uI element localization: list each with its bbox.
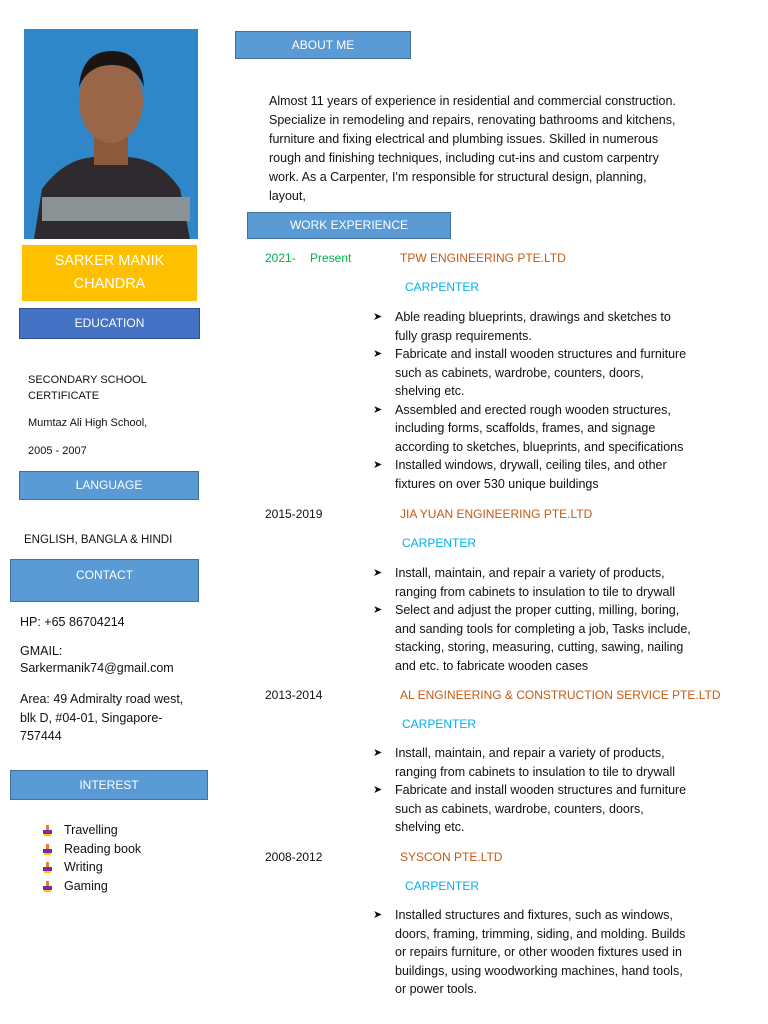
job-bullets [371,906,691,999]
job-date: 2013-2014 [265,688,323,702]
job-bullet: ➤ Fabricate and install wooden structures and furniture such as cabinets, wardrobe, counters, doors, shelving etc. [373,783,687,834]
about-line: Specialize in remodeling and repairs, renovating bathrooms and kitchens, [269,113,676,127]
job-bullet: ➤ Installed windows, drywall, ceiling tiles, and other fixtures on over 530 unique buildings [373,458,667,491]
interest-label: Gaming [64,879,108,894]
job-bullets [371,308,691,493]
education-years: 2005 - 2007 [28,445,87,457]
area-line-2: blk D, #04-01, Singapore- [20,710,163,725]
job-bullet: ➤ Install, maintain, and repair a variety of products, ranging from cabinets to insulation to tile to drywall [373,746,676,779]
area-line-1: Area: 49 Admiralty road west, [20,692,184,706]
hand-pointer-icon [42,844,53,855]
job-role: CARPENTER [405,280,480,294]
degree-line-2: CERTIFICATE [28,390,100,402]
job-company: AL ENGINEERING & CONSTRUCTION SERVICE PTE.LTD [400,688,721,702]
arrow-bullet-icon: ➤ [373,459,383,471]
interest-item [42,840,141,859]
profile-photo-image [24,29,198,239]
job-bullet: ➤ Fabricate and install wooden structures and furniture such as cabinets, wardrobe, counters, doors, shelving etc. [373,347,687,398]
arrow-bullet-icon: ➤ [373,348,383,360]
education-school: Mumtaz Ali High School, [28,417,148,429]
arrow-bullet-icon: ➤ [373,311,383,323]
job-company: JIA YUAN ENGINEERING PTE.LTD [400,507,593,521]
name-line-1: SARKER MANIK [54,253,165,269]
gmail-address[interactable]: Sarkermanik74@gmail.com [20,661,174,675]
about-line: layout, [269,189,306,203]
language-text: ENGLISH, BANGLA & HINDI [24,534,173,546]
interest-list [42,821,141,896]
interest-label: Reading book [64,841,142,856]
hand-pointer-icon [42,881,53,892]
about-line: furniture and fixing electrical and plumbing issues. Skilled in numerous [269,132,659,146]
job-company: TPW ENGINEERING PTE.LTD [400,251,566,265]
job-company: SYSCON PTE.LTD [400,850,503,864]
hand-pointer-icon [42,862,53,873]
job-date: 2008-2012 [265,850,323,864]
name-line-2: CHANDRA [73,276,146,292]
job-role: CARPENTER [405,879,480,893]
about-text [269,92,724,206]
about-header: ABOUT ME [235,31,411,59]
about-line: work. As a Carpenter, I'm responsible for structural design, planning, [269,170,647,184]
about-line: Almost 11 years of experience in residential and commercial construction. [269,94,676,108]
work-header: WORK EXPERIENCE [247,212,451,239]
job-date-end: Present [310,251,352,265]
interest-item [42,877,141,896]
job-date-start: 2021- [265,251,296,265]
interest-item [42,858,141,877]
language-header: LANGUAGE [19,471,199,500]
arrow-bullet-icon: ➤ [373,403,383,416]
profile-photo [24,29,198,239]
job-bullet: ➤ Assembled and erected rough wooden structures, including forms, scaffolds, frames, and signage according to sketches, blueprints, and specifications [373,402,684,454]
job-bullet: ➤ Installed structures and fixtures, such as windows, doors, framing, trimming, siding, and molding. Builds or repairs furniture, or other wooden fixtures used in buildings, using woodworking machines, hand tools, or power tools. [373,908,686,996]
name-box [22,245,197,301]
arrow-bullet-icon: ➤ [373,784,383,796]
interest-item [42,821,141,840]
interest-label: Writing [64,860,103,875]
contact-area [20,690,183,746]
education-degree [28,372,198,404]
arrow-bullet-icon: ➤ [373,567,383,579]
job-bullets [371,744,691,837]
arrow-bullet-icon: ➤ [373,747,383,759]
job-bullets [371,564,691,675]
about-line: rough and finishing techniques, including cut-ins and custom carpentry [269,151,659,165]
interest-label: Travelling [64,823,118,837]
job-role: CARPENTER [402,717,477,731]
contact-hp: HP: +65 86704214 [20,615,125,629]
area-line-3: 757444 [20,729,62,743]
education-header: EDUCATION [19,308,200,339]
contact-gmail [20,643,174,677]
degree-line-1: SECONDARY SCHOOL [28,374,147,386]
job-bullet: ➤ Install, maintain, and repair a variety of products, ranging from cabinets to insulation to tile to drywall [373,566,676,599]
job-date: 2015-2019 [265,507,323,521]
job-bullet: ➤ Select and adjust the proper cutting, milling, boring, and sanding tools for completing a job, Tasks include, stacking, storing, measuring, cutting, sawing, nailing and etc. to fabricate wooden cases [373,603,691,673]
gmail-label: GMAIL: [20,644,63,658]
hand-pointer-icon [42,825,53,836]
contact-header: CONTACT [10,559,199,602]
interest-header: INTEREST [10,770,208,800]
arrow-bullet-icon: ➤ [373,604,383,616]
job-role: CARPENTER [402,536,477,550]
job-bullet: ➤ Able reading blueprints, drawings and sketches to fully grasp requirements. [373,310,671,343]
arrow-bullet-icon: ➤ [373,909,383,921]
